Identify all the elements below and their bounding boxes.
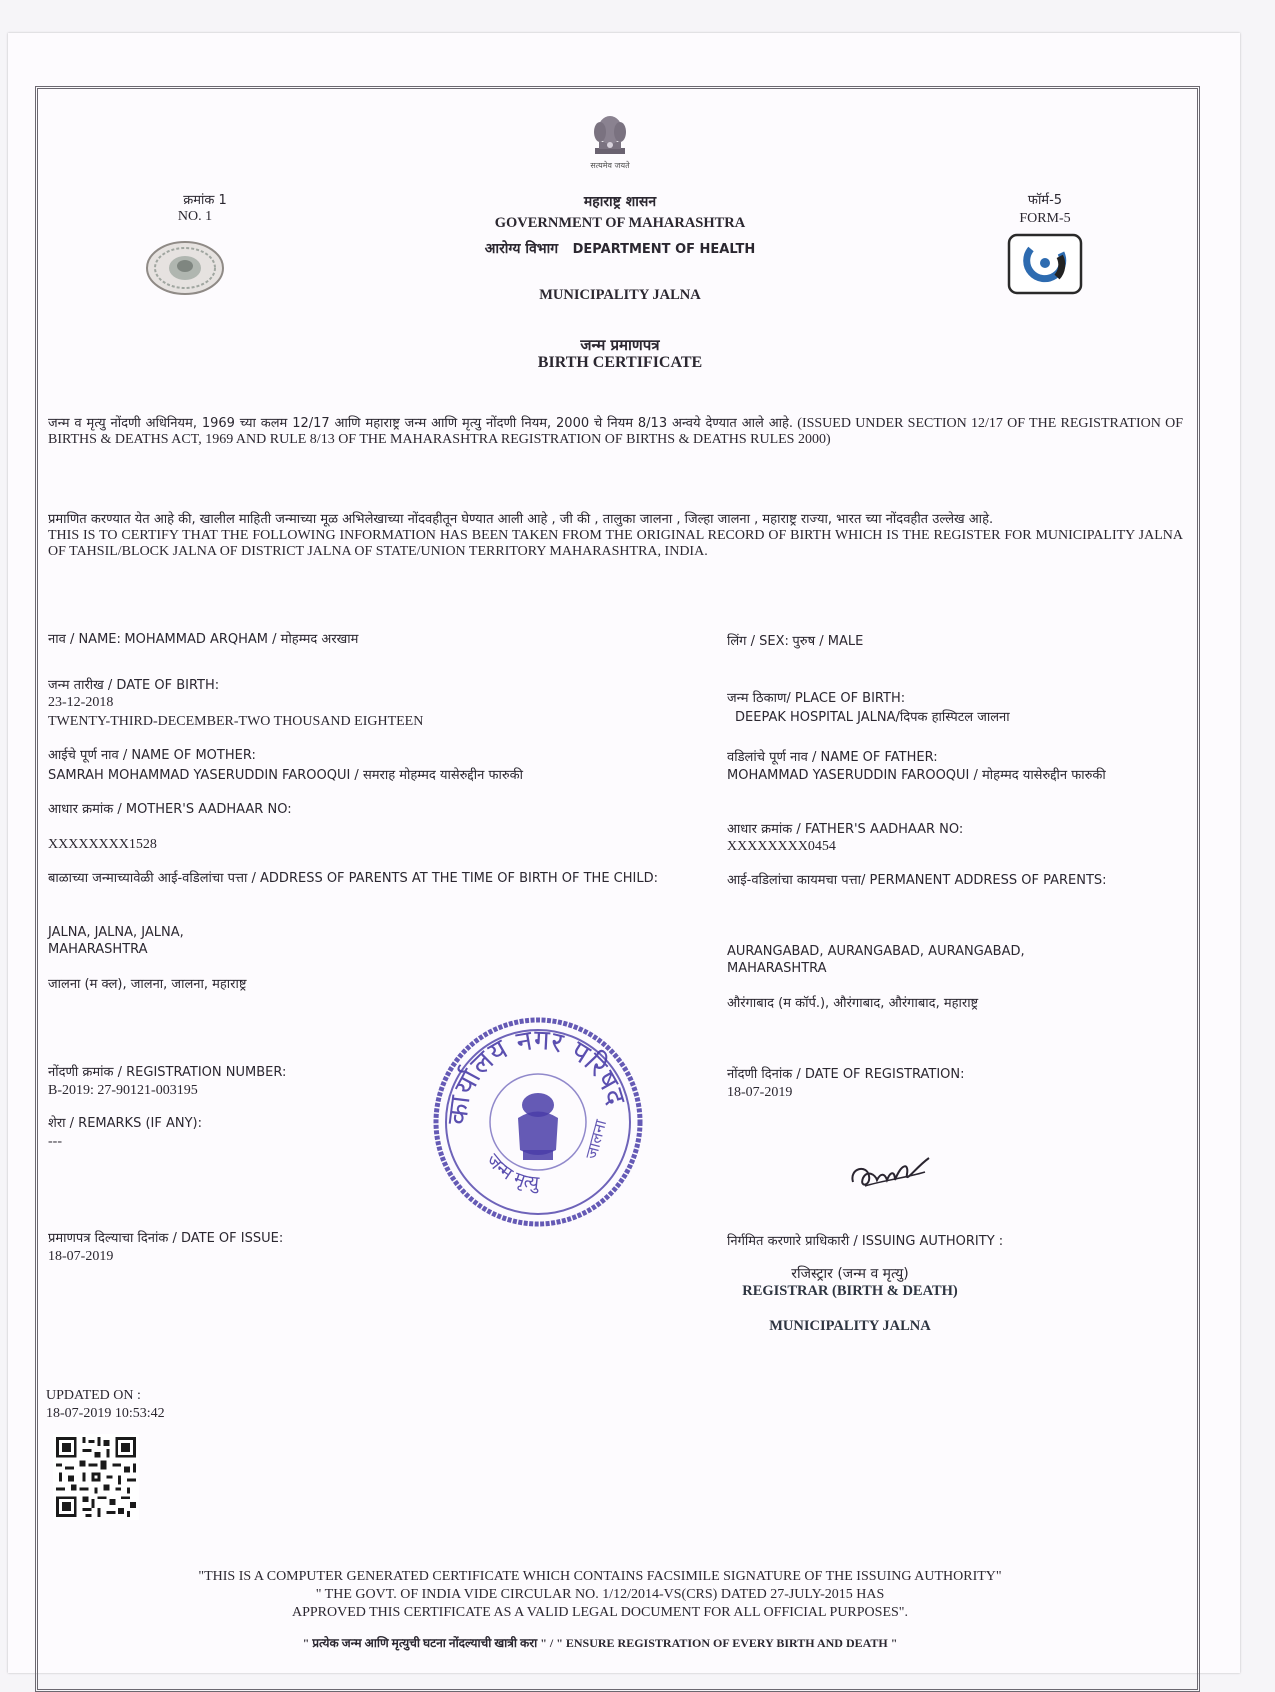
certify-english: THIS IS TO CERTIFY THAT THE FOLLOWING INFORMATION HAS BEEN TAKEN FROM THE ORIGINAL RECORD OF BIRTH WHICH IS THE REGISTER FOR MUNICIPALITY JALNA OF TAHSIL/BLOCK JALNA OF DISTRICT JALNA OF STATE/UNION TERRITORY MAHARASHTRA, INDIA. xyxy=(48,528,1183,559)
crs-logo-icon xyxy=(1007,233,1083,295)
stamp-right-text: जालना xyxy=(581,1117,611,1162)
form-number: FORM-5 xyxy=(1019,211,1071,226)
father-name-value: MOHAMMAD YASERUDDIN FAROOQUI / मोहम्मद यासेरुद्दीन फारुकी xyxy=(727,768,1106,783)
mother-aadhaar-value: XXXXXXXX1528 xyxy=(48,837,157,852)
name-value: MOHAMMAD ARQHAM / मोहम्मद अरखाम xyxy=(124,632,359,647)
authority-municipality: MUNICIPALITY JALNA xyxy=(769,1318,931,1334)
dob-label: जन्म तारीख / DATE OF BIRTH: xyxy=(48,678,220,693)
serial-number: NO. 1 xyxy=(177,209,213,224)
department-hindi: आरोग्य विभाग xyxy=(484,241,559,257)
qr-code-icon xyxy=(53,1434,139,1520)
registrar-title: REGISTRAR (BIRTH & DEATH) xyxy=(742,1283,958,1299)
sex-field xyxy=(727,631,1127,650)
certificate-title: BIRTH CERTIFICATE xyxy=(537,354,703,371)
footer-line-2: " THE GOVT. OF INDIA VIDE CIRCULAR NO. 1/12/2014-VS(CRS) DATED 27-JULY-2015 HAS xyxy=(315,1587,885,1602)
permanent-address-english: AURANGABAD, AURANGABAD, AURANGABAD, MAHARASHTRA xyxy=(727,944,1025,976)
remarks-value: --- xyxy=(48,1134,62,1149)
name-label: नाव / NAME: xyxy=(48,632,121,647)
dob-in-words: TWENTY-THIRD-DECEMBER-TWO THOUSAND EIGHTEEN xyxy=(48,714,424,729)
father-name-label: वडिलांचे पूर्ण नाव / NAME OF FATHER: xyxy=(727,750,938,765)
birth-address-label: बाळाच्या जन्माच्यावेळी आई-वडिलांचा पत्ता / ADDRESS OF PARENTS AT THE TIME OF BIRTH OF THE CHILD: xyxy=(48,871,658,886)
father-aadhaar-label: आधार क्रमांक / FATHER'S AADHAAR NO: xyxy=(727,822,964,837)
department-line xyxy=(440,239,800,258)
place-of-birth-label: जन्म ठिकाण/ PLACE OF BIRTH: xyxy=(727,691,906,706)
birth-address-english: JALNA, JALNA, JALNA, MAHARASHTRA xyxy=(48,925,184,957)
government-name: GOVERNMENT OF MAHARASHTRA xyxy=(494,215,746,231)
certificate-border xyxy=(35,86,1200,1692)
birth-address-hindi: जालना (म क्ल), जालना, जालना, महाराष्ट्र xyxy=(48,977,247,992)
father-aadhaar-value: XXXXXXXX0454 xyxy=(727,839,836,854)
stamp-top-text: कार्यालय नगर परिषद xyxy=(440,1023,633,1127)
mother-aadhaar-label: आधार क्रमांक / MOTHER'S AADHAAR NO: xyxy=(48,802,292,817)
issued-under-paragraph xyxy=(48,416,1183,448)
registration-date-label: नोंदणी दिनांक / DATE OF REGISTRATION: xyxy=(727,1067,965,1082)
name-field xyxy=(48,629,698,648)
certificate-title-hindi: जन्म प्रमाणपत्र xyxy=(580,336,660,354)
national-emblem xyxy=(585,112,635,160)
municipality-title: MUNICIPALITY JALNA xyxy=(539,287,701,303)
certify-paragraph xyxy=(48,512,1183,560)
sex-label: लिंग / SEX: xyxy=(727,634,789,649)
footer-line-1: "THIS IS A COMPUTER GENERATED CERTIFICATE WHICH CONTAINS FACSIMILE SIGNATURE OF THE ISSUING AUTHORITY" xyxy=(198,1569,1002,1584)
sex-value: पुरुष / MALE xyxy=(792,634,864,649)
footer-disclaimer xyxy=(90,1568,1110,1622)
mother-name-value: SAMRAH MOHAMMAD YASERUDDIN FAROOQUI / समराह मोहम्मद यासेरुद्दीन फारुकी xyxy=(48,768,523,783)
permanent-address-hindi: औरंगाबाद (म कॉर्प.), औरंगाबाद, औरंगाबाद, महाराष्ट्र xyxy=(727,996,979,1011)
registration-number-value: B-2019: 27-90121-003195 xyxy=(48,1083,198,1098)
mother-name-label: आईचे पूर्ण नाव / NAME OF MOTHER: xyxy=(48,748,256,763)
issued-under-hindi: जन्म व मृत्यु नोंदणी अधिनियम, 1969 च्या कलम 12/17 आणि महाराष्ट्र जन्म आणि मृत्यु नोंदणी नियम, 2000 चे नियम 8/13 अन्वये देण्यात आले आहे. xyxy=(48,416,794,431)
state-seal-icon xyxy=(145,240,225,296)
issued-under-english: (ISSUED UNDER SECTION 12/17 OF THE REGISTRATION OF BIRTHS & DEATHS ACT, 1969 AND RULE 8/13 OF THE MAHARASHTRA REGISTRATION OF BIRTHS & DEATHS RULES 2000) xyxy=(48,416,1183,447)
form-number-hindi: फॉर्म-5 xyxy=(1027,193,1063,208)
place-of-birth-value: DEEPAK HOSPITAL JALNA/दिपक हास्पिटल जालना xyxy=(735,710,1010,725)
registration-number-label: नोंदणी क्रमांक / REGISTRATION NUMBER: xyxy=(48,1065,287,1080)
updated-on-label: UPDATED ON : xyxy=(46,1388,141,1403)
permanent-address-label: आई-वडिलांचा कायमचा पत्ता/ PERMANENT ADDRESS OF PARENTS: xyxy=(727,873,1107,888)
serial-number-hindi: क्रमांक 1 xyxy=(183,193,227,208)
registrar-signature xyxy=(845,1150,935,1195)
official-stamp xyxy=(428,1010,648,1230)
date-of-issue-value: 18-07-2019 xyxy=(48,1249,114,1264)
issuing-authority-label: निर्गमित करणारे प्राधिकारी / ISSUING AUTHORITY : xyxy=(727,1234,1004,1249)
remarks-label: शेरा / REMARKS (IF ANY): xyxy=(48,1116,202,1131)
registration-date-value: 18-07-2019 xyxy=(727,1085,793,1100)
certify-hindi: प्रमाणित करण्यात येत आहे की, खालील माहिती जन्माच्या मूळ अभिलेखाच्या नोंदवहीतून घेण्यात आली आहे , जी की , तालुका जालना , जिल्हा जालना , महाराष्ट्र राज्या, भारत च्या नोंदवहीत उल्लेख आहे. xyxy=(48,512,994,527)
footer-ensure-registration: " प्रत्येक जन्म आणि मृत्युची घटना नोंदल्याची खात्री करा " / " ENSURE REGISTRATION OF EVERY BIRTH AND DEATH " xyxy=(302,1636,898,1650)
emblem-motto: सत्यमेव जयते xyxy=(590,161,630,170)
footer-line-3: APPROVED THIS CERTIFICATE AS A VALID LEGAL DOCUMENT FOR ALL OFFICIAL PURPOSES". xyxy=(291,1605,909,1620)
registrar-hindi: रजिस्ट्रार (जन्म व मृत्यु) xyxy=(791,1266,909,1282)
stamp-bottom-text: जन्म मृत्यु xyxy=(481,1150,540,1194)
government-hindi: महाराष्ट्र शासन xyxy=(583,194,657,210)
department-name: DEPARTMENT OF HEALTH xyxy=(572,242,756,257)
updated-on-value: 18-07-2019 10:53:42 xyxy=(46,1406,165,1421)
date-of-issue-label: प्रमाणपत्र दिल्याचा दिनांक / DATE OF ISSUE: xyxy=(48,1231,284,1246)
dob-value: 23-12-2018 xyxy=(48,695,114,710)
